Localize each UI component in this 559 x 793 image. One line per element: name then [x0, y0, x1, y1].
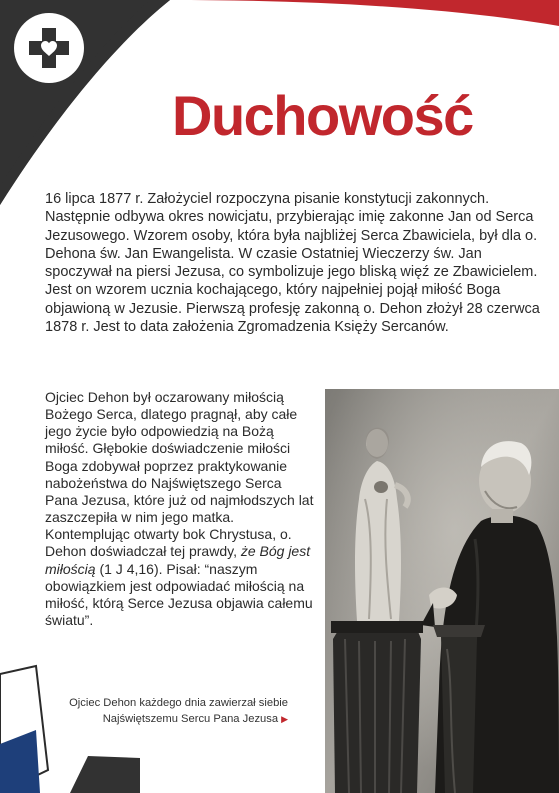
corner-decoration [0, 660, 140, 793]
story-text-end: (1 J 4,16). Pisał: “naszym obowiązkiem jest odpowiadać miłością na miłość, którą Serce Jezusa objawia całemu światu”. [45, 560, 313, 629]
story-paragraph [45, 389, 315, 629]
story-text-start: Ojciec Dehon był oczarowany miłością Bożego Serca, dlatego pragnął, aby całe jego życie było odpowiedzią na Bożą miłość. Głębokie doświadczenie miłości Boga zdobywał poprzez praktykowanie nabożeństwa do Najświętszego Serca Pana Jezusa, które już od najmłodszych lat zaszczepiła w nim jego matka. Kontemplując otwarty bok Chrystusa, o. Dehon doświadczał tej prawdy, [45, 389, 314, 560]
photo-priest-with-statue [325, 389, 559, 793]
heart-cross-icon [26, 25, 72, 71]
triangle-right-icon: ▶ [281, 713, 288, 724]
page-title: Duchowość [172, 84, 473, 147]
photo-illustration [325, 389, 559, 793]
caption-text: Ojciec Dehon każdego dnia zawierzał siebie Najświętszemu Sercu Pana Jezusa [69, 697, 288, 725]
story-quote: że Bóg jest miłością [45, 543, 311, 577]
logo [14, 13, 84, 83]
intro-paragraph: 16 lipca 1877 r. Założyciel rozpoczyna pisanie konstytucji zakonnych. Następnie odbywa okres nowicjatu, przybierając imię zakonne Jan od Serca Jezusowego. Wzorem osoby, która była najbliżej Serca Zbawiciela, był dla o. Dehona św. Jan Ewangelista. W czasie Ostatniej Wieczerzy św. Jan spoczywał na piersi Jezusa, co symbolizuje jego bliską więź ze Zbawicielem. Jest on wzorem ucznia kochającego, który najpełniej pojął miłość Boga objawioną w Jezusie. Pierwszą profesję zakonną o. Dehon złożył 28 czerwca 1878 r. Jest to data założenia Zgromadzenia Księży Sercanów. [45, 191, 540, 336]
